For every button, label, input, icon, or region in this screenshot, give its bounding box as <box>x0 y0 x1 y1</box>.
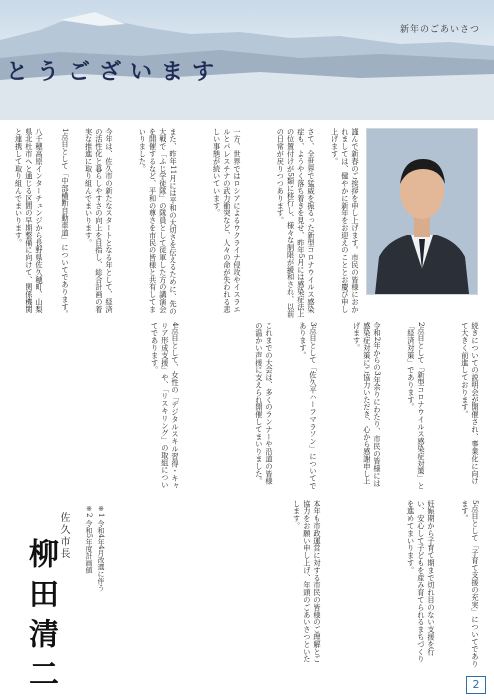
footnote: ※1 令和4年4月改選に伴う <box>97 505 105 592</box>
signature-name: 柳田清二 <box>23 538 58 698</box>
middle-text-block <box>14 322 480 492</box>
body-paragraph: 一方、世界ではロシアによるウクライナ侵攻やイスラエルとパレスチナの武力衝突など、人々の命が失われる悲しい事態が続いています。 <box>212 128 242 313</box>
mayor-portrait <box>366 128 478 295</box>
page-number: 2 <box>466 676 486 694</box>
body-paragraph: 妊娠期から子育て期まで切れ目のない支援を行い、安心して子どもを産み育てられるまちづくりを進めてまいります。 <box>406 500 436 663</box>
body-paragraph: 謹んで新春のご挨拶を申し上げます。市民の皆様におかれましては、健やかに新年をお迎えのこととお慶び申し上げます。 <box>330 128 360 313</box>
body-paragraph: これまでの大会は、多くのランナーや沿道の皆様の温かい声援に支えられ開催してまいりました。 <box>254 322 274 485</box>
footnote: ※2 令和5年度計画値 <box>85 505 93 574</box>
body-paragraph: 2点目として「新型コロナウイルス感染症対策」と「経済対策」であります。 <box>406 322 426 490</box>
body-paragraph: 今年は、佐久市の新たなスタートとなる年として、経済の活性化と暮らしやすさの向上を目指し、総合計画の着実な推進に取り組んでまいります。 <box>84 128 114 313</box>
body-paragraph: 令和2年からの3年余りにわたり、市民の皆様には感染症対策にご協力いただき、心から感謝申し上げます。 <box>352 322 382 487</box>
section-label: 新年のごあいさつ <box>399 25 480 35</box>
body-paragraph: 4点目として、女性の「デジタルスキル習得・キャリア形成支援」や、「リスキリング」の取組についてであります。 <box>150 322 180 490</box>
page-headline: とうございます <box>6 59 224 85</box>
body-paragraph: 本年も市政運営に対する市民の皆様のご理解とご協力をお願い申し上げ、年頭のごあいさつといたします。 <box>292 500 322 663</box>
lower-text-block <box>110 500 480 670</box>
body-paragraph: さて、全世界で猛威を振るった新型コロナウイルス感染症も、ようやく落ち着きを見せ、昨年5月には感染症法上の位置付けが5類に移行し、様々な制限が緩和され、以前の日常が戻りつつあります。 <box>276 128 316 318</box>
body-paragraph: また、昨年11月には平和の大切さを伝えるために、先の大戦で「ふじ学徒隊」の隊員として従軍した方の講演会を開催するなど、平和の尊さを市民の皆様と共有してまいりました。 <box>138 128 178 316</box>
body-paragraph: 八千穂高原インターチェンジから長野県佐久穂町、山梨県北杜市へと通じる区間の早期整備に向けて、関係機関と連携して取り組んでまいります。 <box>14 128 44 313</box>
upper-text-block <box>14 128 360 318</box>
signature-title: 佐久市長 <box>58 512 69 560</box>
body-paragraph: 5点目として「子育て支援の充実」についてであります。 <box>460 500 480 668</box>
body-paragraph: 続きについての説明会が開催され、事業化に向けて大きく前進しております。 <box>460 322 480 485</box>
body-paragraph: 1点目として「中部横断自動車道」についてであります。 <box>61 128 70 318</box>
body-paragraph: 3点目として「佐久平ハーフマラソン」についてであります。 <box>298 322 318 490</box>
